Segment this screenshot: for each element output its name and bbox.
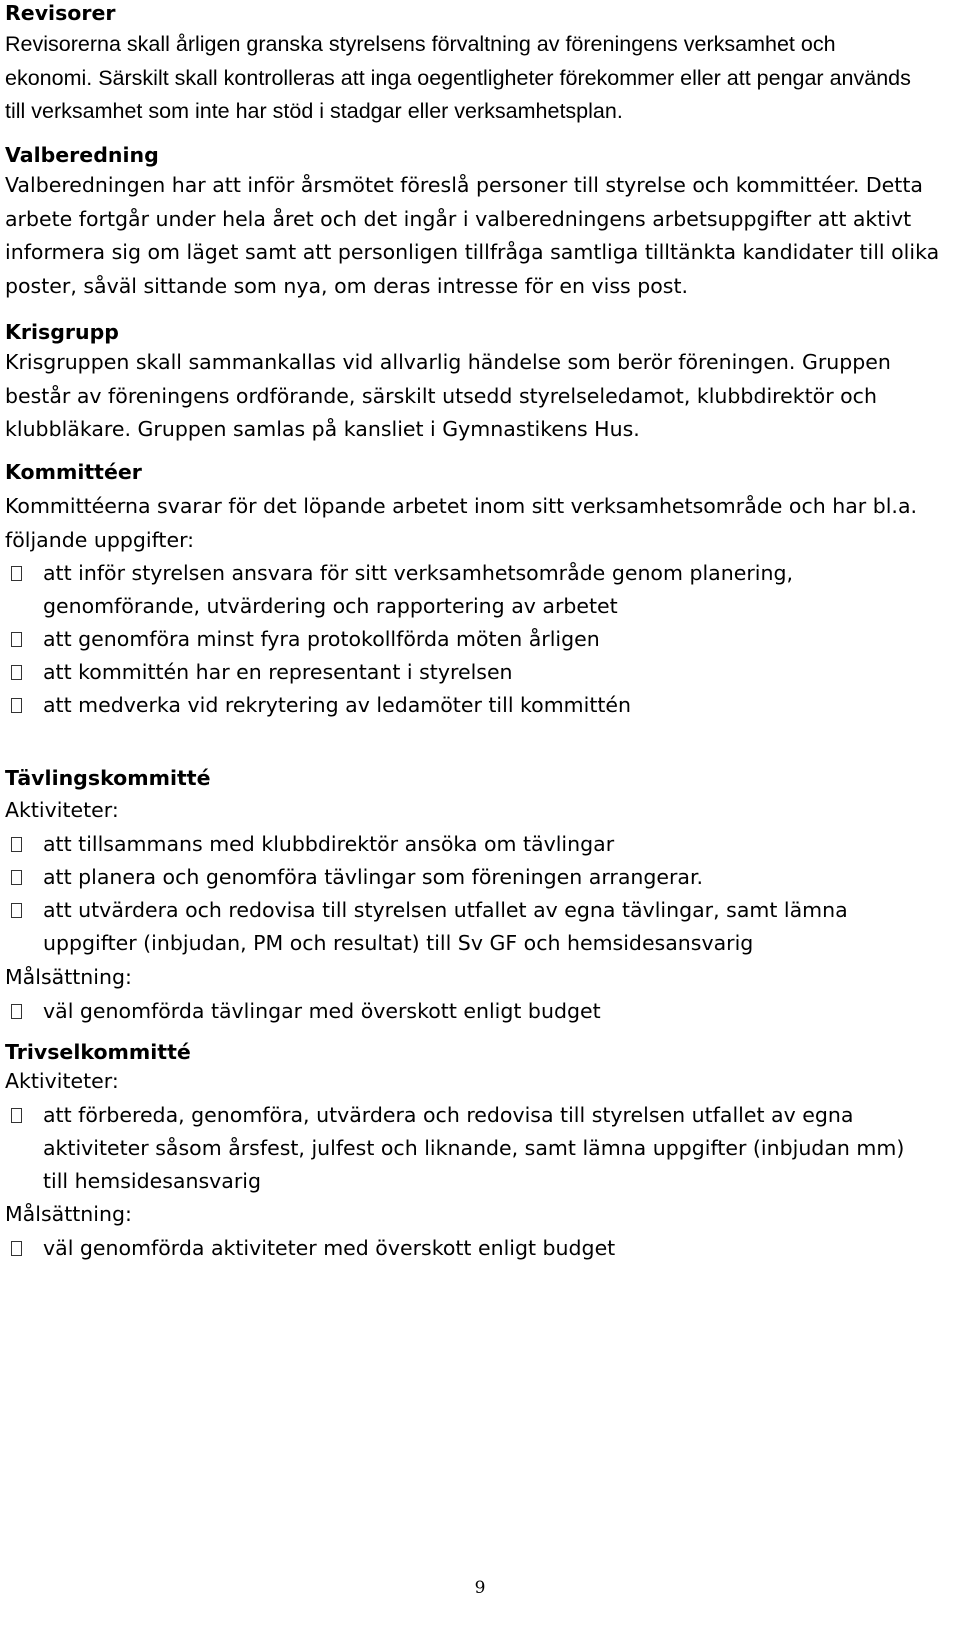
section-heading: Krisgrupp bbox=[5, 320, 119, 344]
list-item: att utvärdera och redovisa till styrelsen utfallet av egna tävlingar, samt lämna uppgifter (inbjudan, PM och resultat) till Sv GF och hemsidesansvarig bbox=[5, 894, 905, 960]
section-paragraph: Valberedningen har att inför årsmötet föreslå personer till styrelse och kommittéer. Detta arbete fortgår under hela året och det ingår i valberedningens arbetsuppgifter att aktivt informera sig om läget samt att personligen tillfråga samtliga tilltänkta kandidater till olika poster, såväl sittande som nya, om deras intresse för en viss post. bbox=[5, 173, 940, 298]
section-heading: Valberedning bbox=[5, 143, 159, 167]
bullet-box-icon bbox=[11, 837, 22, 852]
activities-label: Aktiviteter: bbox=[5, 798, 119, 822]
bullet-box-icon bbox=[11, 903, 22, 918]
bullet-box-icon bbox=[11, 698, 22, 713]
bullet-box-icon bbox=[11, 1241, 22, 1256]
bullet-box-icon bbox=[11, 1108, 22, 1123]
bullet-box-icon bbox=[11, 870, 22, 885]
bullet-box-icon bbox=[11, 665, 22, 680]
list-item: att kommittén har en representant i styrelsen bbox=[5, 656, 905, 689]
list-item: att inför styrelsen ansvara för sitt verksamhetsområde genom planering, genomförande, utvärdering och rapportering av arbetet bbox=[5, 557, 905, 623]
bullet-box-icon bbox=[11, 632, 22, 647]
list-item: att genomföra minst fyra protokollförda möten årligen bbox=[5, 623, 905, 656]
list-item: att förbereda, genomföra, utvärdera och redovisa till styrelsen utfallet av egna aktiviteter såsom årsfest, julfest och liknande, samt lämna uppgifter (inbjudan mm) till hemsidesansvarig bbox=[5, 1099, 905, 1198]
list-item: att medverka vid rekrytering av ledamöter till kommittén bbox=[5, 689, 905, 722]
section-paragraph: Krisgruppen skall sammankallas vid allvarlig händelse som berör föreningen. Gruppen består av föreningens ordförande, särskilt utsedd styrelseledamot, klubbdirektör och klubbläkare. Gruppen samlas på kansliet i Gymnastikens Hus. bbox=[5, 350, 891, 441]
goals-list bbox=[5, 995, 905, 1028]
list-item: att tillsammans med klubbdirektör ansöka om tävlingar bbox=[5, 828, 905, 861]
task-list bbox=[5, 557, 905, 722]
goals-label: Målsättning: bbox=[5, 965, 132, 989]
page-number: 9 bbox=[474, 1578, 486, 1598]
goals-label: Målsättning: bbox=[5, 1202, 132, 1226]
bullet-box-icon bbox=[11, 566, 22, 581]
section-heading: Kommittéer bbox=[5, 460, 142, 484]
section-heading: Trivselkommitté bbox=[5, 1040, 191, 1064]
section-heading: Revisorer bbox=[5, 1, 116, 25]
bullet-box-icon bbox=[11, 1004, 22, 1019]
section-heading: Tävlingskommitté bbox=[5, 766, 211, 790]
activities-list bbox=[5, 1099, 905, 1198]
section-paragraph: Revisorerna skall årligen granska styrelsens förvaltning av föreningens verksamhet och ekonomi. Särskilt skall kontrolleras att inga oegentligheter förekommer eller att pengar används till verksamhet som inte har stöd i stadgar eller verksamhetsplan. bbox=[5, 32, 911, 123]
section-paragraph: Kommittéerna svarar för det löpande arbetet inom sitt verksamhetsområde och har bl.a. följande uppgifter: bbox=[5, 494, 918, 552]
list-item: väl genomförda tävlingar med överskott enligt budget bbox=[5, 995, 905, 1028]
goals-list bbox=[5, 1232, 905, 1265]
activities-label: Aktiviteter: bbox=[5, 1069, 119, 1093]
list-item: att planera och genomföra tävlingar som föreningen arrangerar. bbox=[5, 861, 905, 894]
activities-list bbox=[5, 828, 905, 960]
list-item: väl genomförda aktiviteter med överskott enligt budget bbox=[5, 1232, 905, 1265]
